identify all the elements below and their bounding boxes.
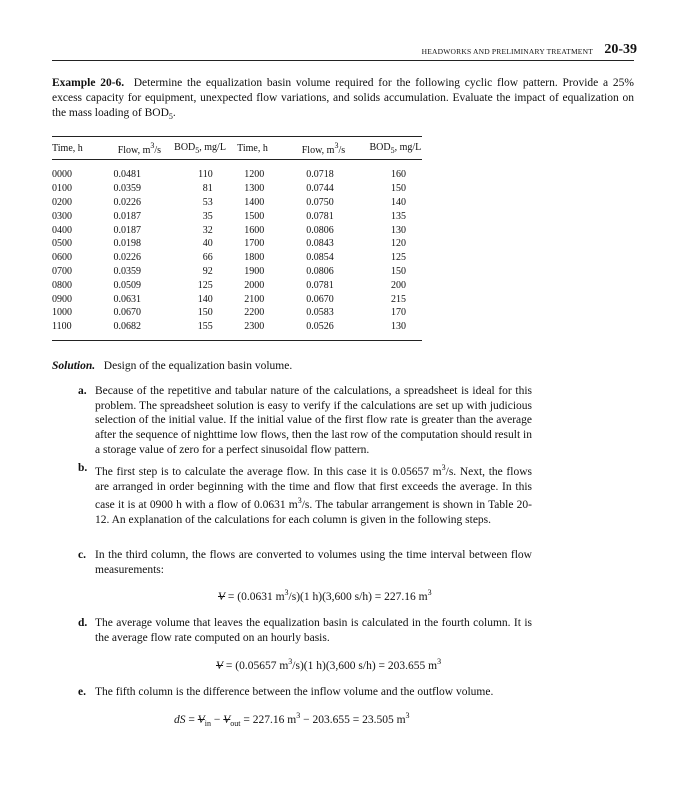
bod-cell: 150 [391, 183, 406, 195]
volume-in-symbol: V [197, 714, 205, 726]
bod-cell: 66 [202, 252, 213, 264]
step-c-text: In the third column, the flows are converted to volumes using the time interval between flow measurements: [95, 549, 532, 576]
header-bod: $BOD_5$, mg/L [173, 137, 226, 160]
step-e-text: The fifth column is the difference between the inflow volume and the outflow volume. [95, 686, 494, 698]
step-d [78, 616, 532, 645]
header-flow-2: Flow, $m^3/s$ [278, 137, 368, 160]
flow-cell: 0.0806 [306, 265, 334, 277]
flow-cell: 0.0670 [306, 293, 334, 305]
time-cell: 0800 [52, 279, 72, 291]
table-row [52, 182, 422, 196]
table-row [52, 251, 422, 265]
step-a-letter: a. [78, 385, 87, 397]
bod-cell: 92 [202, 265, 213, 277]
time-cell: 1300 [244, 183, 265, 195]
step-a-text: Because of the repetitive and tabular nature of the calculations, a spreadsheet is ideal for this problem. The spreadsheet solution is easy to verify if the calculations are set up with judicious selection of the initial value. If the initial value of the first flow rate is greater than the average after the sequence of nighttime low flows, then the last row of the computation should result in a storage value of zero for a perfect sinusoidal flow pattern. [95, 385, 532, 456]
volume-out-symbol: V [223, 714, 231, 726]
bod-cell: 135 [391, 210, 406, 222]
example-label: Example 20-6. [52, 77, 125, 89]
bod-cell: 125 [391, 252, 406, 264]
table-row [52, 292, 422, 306]
table-header-row [52, 137, 422, 160]
bod-cell: 120 [391, 238, 406, 250]
flow-cell: 0.0187 [113, 210, 141, 222]
bod-cell: 130 [369, 320, 422, 340]
example-text: Determine the equalization basin volume required for the following cyclic flow pattern. Provide a 25% excess capacity for equipment, unexpected flow variations, and solids accumulation. Evaluate the impact of equalization on the mass loading of BOD [52, 77, 634, 119]
flow-cell: 0.0583 [306, 307, 334, 319]
time-cell: 0000 [52, 169, 72, 181]
page-number: 20-39 [604, 42, 637, 57]
step-b-text: The first step is to calculate the average flow. In this case it is 0.05657 $m^3/s$. Next, the flows are arranged in order beginning with the time and flow that first exceeds the average. In this case it is at 0900 h with a flow of 0.0631 $m^3/s$. The tabular arrangement is shown in Table 20-12. An explanation of the calculations for each column is given in the following steps. [95, 463, 532, 527]
header-flow: Flow, $m^3/s$ [105, 137, 173, 160]
solution-line [52, 360, 634, 372]
table-row [52, 209, 422, 223]
time-cell: 2100 [244, 293, 265, 305]
time-cell: 0600 [52, 252, 72, 264]
flow-cell: 0.0198 [113, 238, 141, 250]
flow-cell: 0.0854 [306, 252, 334, 264]
time-cell: 0100 [52, 183, 72, 195]
step-e [78, 685, 532, 700]
step-d-letter: d. [78, 617, 88, 629]
running-head-title: HEADWORKS AND PRELIMINARY TREATMENT [421, 47, 593, 56]
table-row [52, 278, 422, 292]
bod-cell: 110 [198, 169, 213, 181]
time-cell: 0700 [52, 265, 72, 277]
bod-cell: 140 [391, 196, 406, 208]
flow-cell: 0.0843 [306, 238, 334, 250]
flow-cell: 0.0226 [113, 196, 141, 208]
step-c-letter: c. [78, 549, 86, 561]
time-cell: 0900 [52, 293, 72, 305]
table-row [52, 223, 422, 237]
flow-bod-table [52, 136, 422, 341]
table-body [52, 160, 422, 341]
time-cell: 1100 [52, 320, 105, 340]
header-rule [52, 60, 634, 61]
header-bod-2: $BOD_5$, mg/L [369, 137, 422, 160]
flow-cell: 0.0226 [113, 252, 141, 264]
flow-cell: 0.0806 [306, 224, 334, 236]
bod-cell: 32 [202, 224, 213, 236]
flow-cell: 0.0781 [306, 210, 334, 222]
step-c [78, 548, 532, 577]
step-b [78, 461, 532, 528]
step-d-text: The average volume that leaves the equalization basin is calculated in the fourth column. It is the average flow rate computed on an hourly basis. [95, 617, 532, 644]
table-row [52, 196, 422, 210]
time-cell: 1500 [244, 210, 265, 222]
bod-cell: 140 [197, 293, 213, 305]
flow-cell: 0.0744 [306, 183, 334, 195]
solution-text: Design of the equalization basin volume. [103, 360, 293, 372]
time-cell: 1600 [244, 224, 265, 236]
flow-cell: 0.0682 [105, 320, 173, 340]
equation-average-volume: V = (0.05657 $m^3/s)(1$ h)(3,600 s/h) = 203.655 $m^3$ [216, 657, 442, 672]
equation-storage-difference: dS = $V_{in} - V_{out} = 227.16$ $m^3 - 203.655 = 23.505$ $m^3$ [174, 711, 410, 728]
bod-cell: 155 [173, 320, 226, 340]
flow-cell: 0.0526 [278, 320, 368, 340]
time-cell: 1200 [244, 169, 265, 181]
time-cell: 1000 [52, 307, 72, 319]
bod-cell: 40 [202, 238, 213, 250]
header-time-2: Time, h [227, 137, 278, 160]
time-cell: 2000 [244, 279, 265, 291]
flow-cell: 0.0750 [306, 196, 334, 208]
running-head [52, 42, 637, 60]
time-cell: 0200 [52, 196, 72, 208]
flow-cell: 0.0670 [113, 307, 141, 319]
table-row [52, 160, 422, 182]
bod-cell: 35 [202, 210, 213, 222]
table-row [52, 265, 422, 279]
bod-cell: 160 [391, 169, 406, 181]
bod-cell: 150 [197, 307, 213, 319]
flow-cell: 0.0481 [113, 169, 141, 181]
table-row [52, 237, 422, 251]
time-cell: 0300 [52, 210, 72, 222]
time-cell: 1400 [244, 196, 265, 208]
time-cell: 1900 [244, 265, 265, 277]
table-row [52, 320, 422, 340]
flow-cell: 0.0359 [113, 183, 141, 195]
example-text-end: . [172, 107, 176, 119]
flow-cell: 0.0631 [113, 293, 141, 305]
bod-cell: 81 [202, 183, 213, 195]
bod-cell: 200 [391, 279, 406, 291]
step-e-letter: e. [78, 686, 86, 698]
bod-cell: 125 [197, 279, 213, 291]
flow-cell: 0.0509 [113, 279, 141, 291]
ds-symbol: dS [174, 714, 186, 726]
flow-cell: 0.0187 [113, 224, 141, 236]
solution-label: Solution. [52, 360, 96, 372]
header-time: Time, h [52, 137, 105, 160]
time-cell: 2300 [227, 320, 278, 340]
flow-cell: 0.0359 [113, 265, 141, 277]
time-cell: 2200 [244, 307, 265, 319]
flow-cell: 0.0718 [306, 169, 334, 181]
bod-cell: 53 [202, 196, 213, 208]
bod-cell: 150 [391, 265, 406, 277]
bod-cell: 170 [391, 307, 406, 319]
step-b-letter: b. [78, 462, 88, 474]
volume-symbol: V [216, 660, 224, 672]
volume-symbol: V [218, 591, 226, 603]
example-bod-subscript: 5 [168, 112, 173, 121]
equation-inflow-volume: V = (0.0631 $m^3/s)(1$ h)(3,600 s/h) = 227.16 $m^3$ [218, 588, 432, 603]
time-cell: 0500 [52, 238, 72, 250]
flow-cell: 0.0781 [306, 279, 334, 291]
example-statement [52, 76, 634, 124]
step-a [78, 384, 532, 458]
bod-cell: 215 [391, 293, 406, 305]
table-row [52, 306, 422, 320]
time-cell: 0400 [52, 224, 72, 236]
time-cell: 1700 [244, 238, 265, 250]
time-cell: 1800 [244, 252, 265, 264]
bod-cell: 130 [391, 224, 406, 236]
